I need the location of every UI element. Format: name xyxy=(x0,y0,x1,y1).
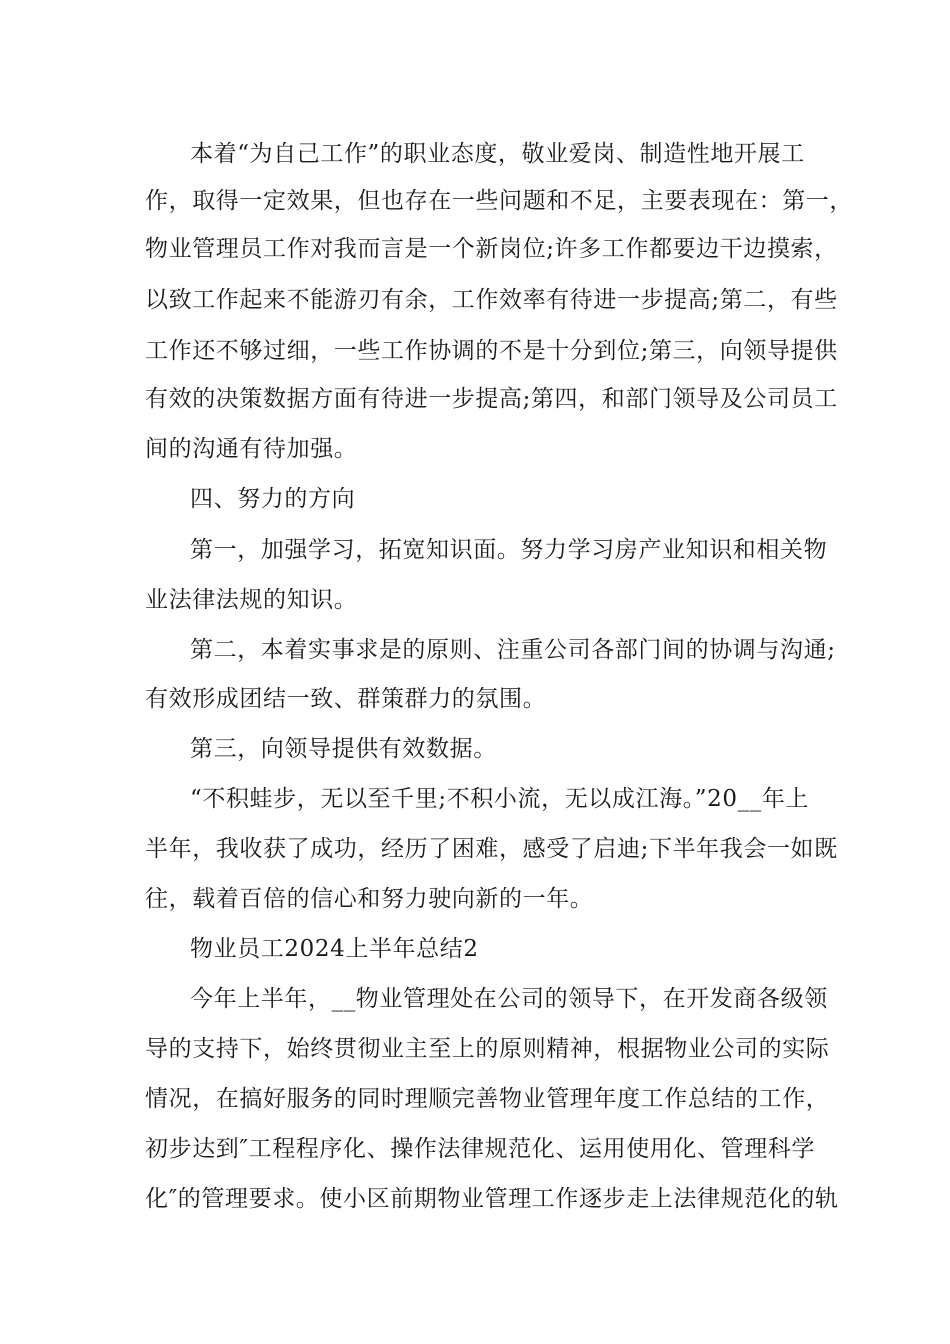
paragraph-line: 第一，加强学习，拓宽知识面。努力学习房产业知识和相关物 xyxy=(190,537,828,563)
paragraph-line: 初步达到″工程程序化、操作法律规范化、运用使用化、管理科学 xyxy=(145,1136,815,1162)
paragraph-line: 往，载着百倍的信心和努力驶向新的一年。 xyxy=(145,886,594,912)
paragraph-line: 今年上半年，__物业管理处在公司的领导下，在开发商各级领 xyxy=(190,986,828,1012)
paragraph-line: 作，取得一定效果，但也存在一些问题和不足，主要表现在：第一， xyxy=(145,188,853,214)
paragraph-line: 物业管理员工作对我而言是一个新岗位;许多工作都要边干边摸索， xyxy=(145,236,838,262)
paragraph-line: 工作还不够过细，一些工作协调的不是十分到位;第三，向领导提供 xyxy=(145,338,838,364)
paragraph-line: “不积蛙步，无以至千里;不积小流，无以成江海。”20__年上 xyxy=(190,786,810,812)
paragraph-line: 化″的管理要求。使小区前期物业管理工作逐步走上法律规范化的轨 xyxy=(145,1186,839,1212)
paragraph-line: 以致工作起来不能游刃有余，工作效率有待进一步提高;第二，有些 xyxy=(145,287,838,313)
paragraph-line: 半年，我收获了成功，经历了困难，感受了启迪;下半年我会一如既 xyxy=(145,836,838,862)
section-heading: 四、努力的方向 xyxy=(190,486,356,512)
paragraph-line: 第二，本着实事求是的原则、注重公司各部门间的协调与沟通; xyxy=(190,637,836,663)
paragraph-line: 导的支持下，始终贯彻业主至上的原则精神，根据物业公司的实际 xyxy=(145,1036,830,1062)
paragraph-line: 情况，在搞好服务的同时理顺完善物业管理年度工作总结的工作， xyxy=(145,1086,830,1112)
paragraph-line: 有效形成团结一致、群策群力的氛围。 xyxy=(145,686,547,712)
section-heading: 物业员工2024上半年总结2 xyxy=(190,936,479,962)
paragraph-line: 本着“为自己工作”的职业态度，敬业爱岗、制造性地开展工 xyxy=(190,141,805,167)
paragraph-line: 间的沟通有待加强。 xyxy=(145,436,358,462)
paragraph-line: 第三，向领导提供有效数据。 xyxy=(190,736,497,762)
paragraph-line: 有效的决策数据方面有待进一步提高;第四，和部门领导及公司员工 xyxy=(145,386,838,412)
paragraph-line: 业法律法规的知识。 xyxy=(145,587,358,613)
